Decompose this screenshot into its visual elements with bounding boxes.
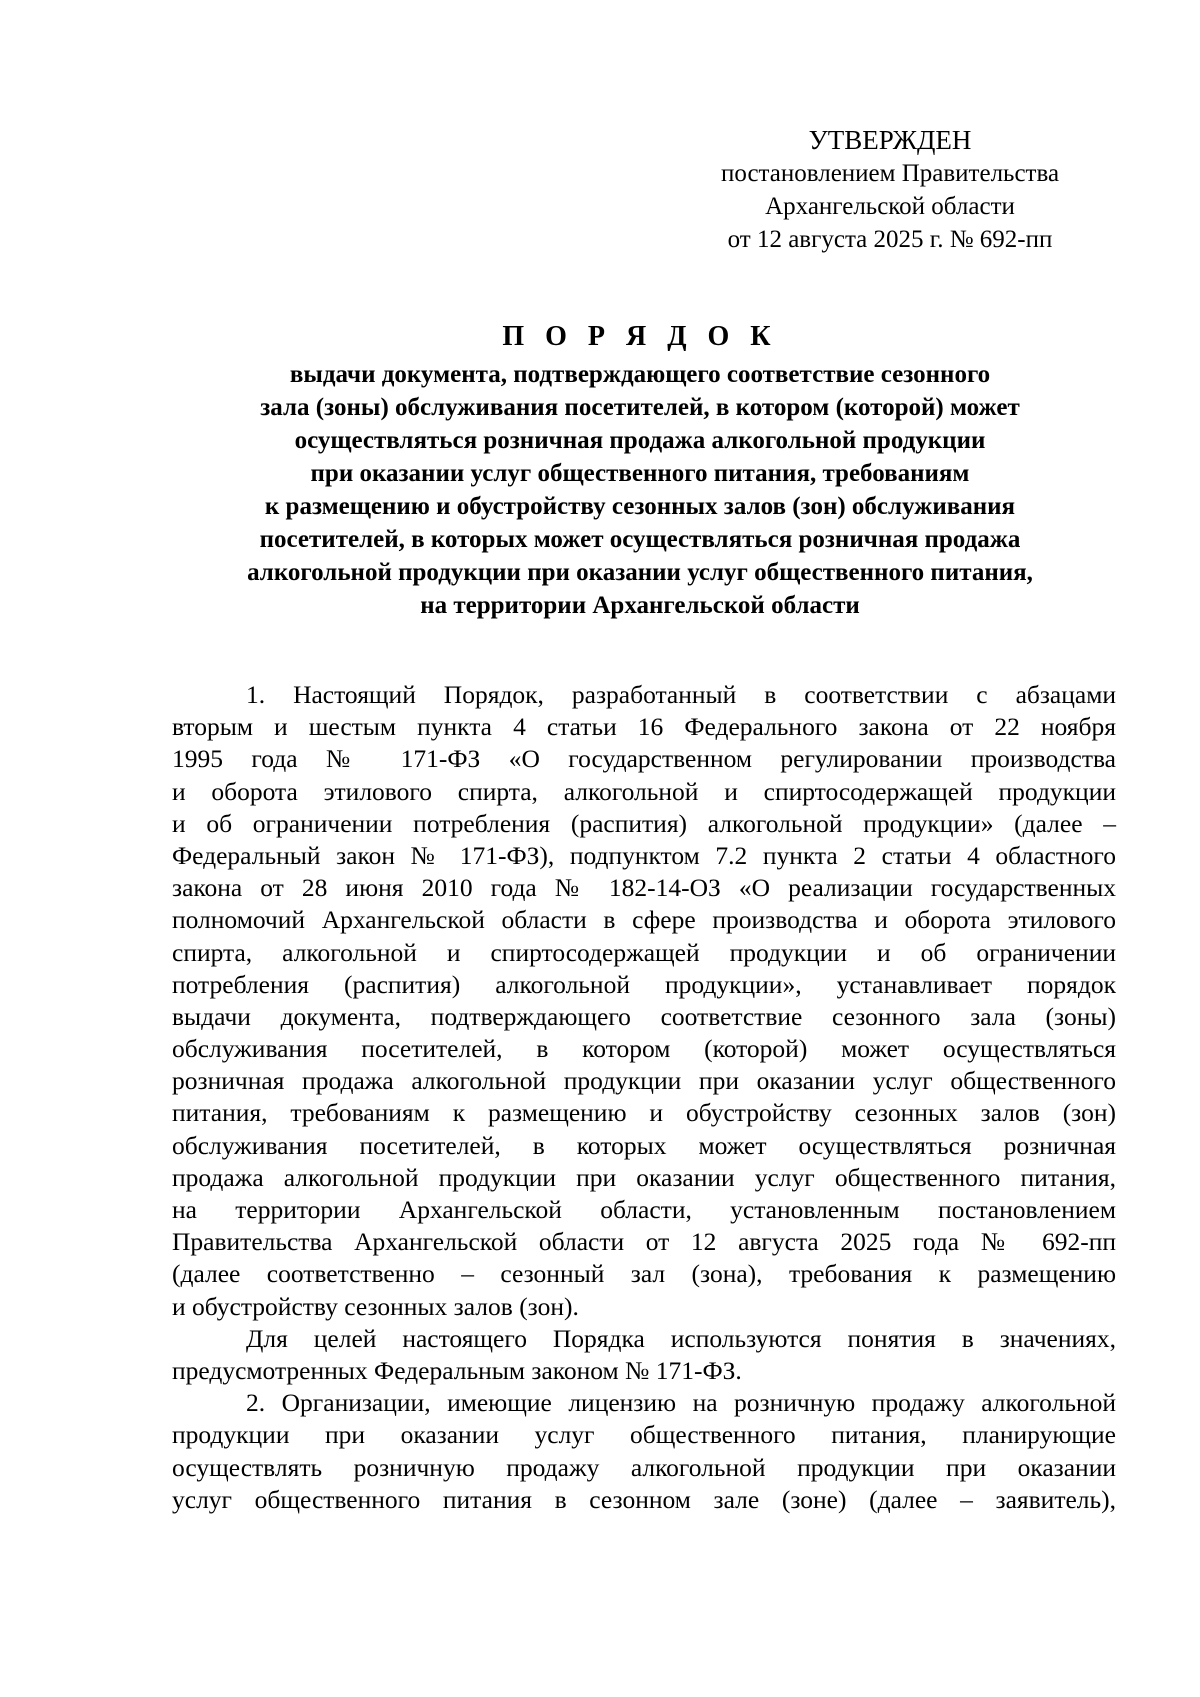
approval-line-2: Архангельской области [765, 193, 1015, 220]
body-line: потребления (распития) алкогольной продукции», устанавливает порядок [172, 969, 1116, 999]
body-line: и оборота этилового спирта, алкогольной и спиртосодержащей продукции [172, 776, 1116, 806]
body-line: предусмотренных Федеральным законом № 171-ФЗ. [172, 1355, 742, 1385]
body-line: розничная продажа алкогольной продукции при оказании услуг общественного [172, 1066, 1116, 1096]
body-line: обслуживания посетителей, в которых может осуществляться розничная [172, 1130, 1116, 1160]
body-line: питания, требованиям к размещению и обустройству сезонных залов (зон) [172, 1098, 1116, 1128]
body-line: закона от 28 июня 2010 года № 182-14-ОЗ «О реализации государственных [172, 873, 1116, 903]
body-line: 1995 года № 171-ФЗ «О государственном регулировании производства [172, 744, 1116, 774]
body-line: обслуживания посетителей, в котором (которой) может осуществляться [172, 1034, 1116, 1064]
body-line: продукции при оказании услуг общественного питания, планирующие [172, 1420, 1116, 1450]
approval-label: УТВЕРЖДЕН [808, 125, 972, 155]
subtitle-line: выдачи документа, подтверждающего соответствие сезонного [289, 361, 991, 388]
body-line: и обустройству сезонных залов (зон). [172, 1291, 579, 1321]
body-line: на территории Архангельской области, установленным постановлением [172, 1195, 1116, 1224]
body-line: (далее соответственно – сезонный зал (зона), требования к размещению [172, 1259, 1116, 1289]
document-title-block [160, 320, 1120, 622]
body-line: 2. Организации, имеющие лицензию на розничную продажу алкогольной [246, 1388, 1116, 1418]
body-line: услуг общественного питания в сезонном зале (зоне) (далее – заявитель), [172, 1484, 1116, 1514]
body-line: и об ограничении потребления (распития) алкогольной продукции» (далее – [172, 808, 1116, 838]
subtitle-line: при оказании услуг общественного питания, требованиям [310, 460, 970, 487]
body-line: Федеральный закон № 171-ФЗ), подпунктом 7.2 пункта 2 статьи 4 областного [172, 840, 1116, 870]
body-line: Правительства Архангельской области от 12 августа 2025 года № 692-пп [172, 1227, 1116, 1257]
approval-line-1: постановлением Правительства [720, 160, 1060, 187]
body-line: вторым и шестым пункта 4 статьи 16 Федерального закона от 22 ноября [172, 712, 1116, 742]
approval-stamp [700, 124, 1080, 256]
subtitle-line: к размещению и обустройству сезонных залов (зон) обслуживания [264, 493, 1016, 520]
body-line: спирта, алкогольной и спиртосодержащей продукции и об ограничении [172, 937, 1116, 967]
body-line: выдачи документа, подтверждающего соответствие сезонного зала (зоны) [172, 1001, 1116, 1031]
subtitle-line: зала (зоны) обслуживания посетителей, в котором (которой) может [260, 394, 1020, 421]
subtitle-line: алкогольной продукции при оказании услуг общественного питания, [247, 559, 1033, 586]
body-line: продажа алкогольной продукции при оказании услуг общественного питания, [172, 1162, 1116, 1192]
subtitle-line: посетителей, в которых может осуществляться розничная продажа [259, 526, 1021, 553]
subtitle-line: на территории Архангельской области [420, 592, 860, 619]
body-line: Для целей настоящего Порядка используются понятия в значениях, [246, 1323, 1116, 1353]
document-subtitle [160, 358, 1120, 622]
document-title: П О Р Я Д О К [502, 321, 778, 352]
approval-line-3: от 12 августа 2025 г. № 692-пп [727, 226, 1053, 253]
body-line: осуществлять розничную продажу алкогольной продукции при оказании [172, 1452, 1116, 1482]
body-line: полномочий Архангельской области в сфере производства и оборота этилового [172, 905, 1116, 935]
subtitle-line: осуществляться розничная продажа алкогольной продукции [294, 427, 986, 454]
document-body [172, 679, 1116, 1516]
body-line: 1. Настоящий Порядок, разработанный в соответствии с абзацами [246, 680, 1116, 709]
